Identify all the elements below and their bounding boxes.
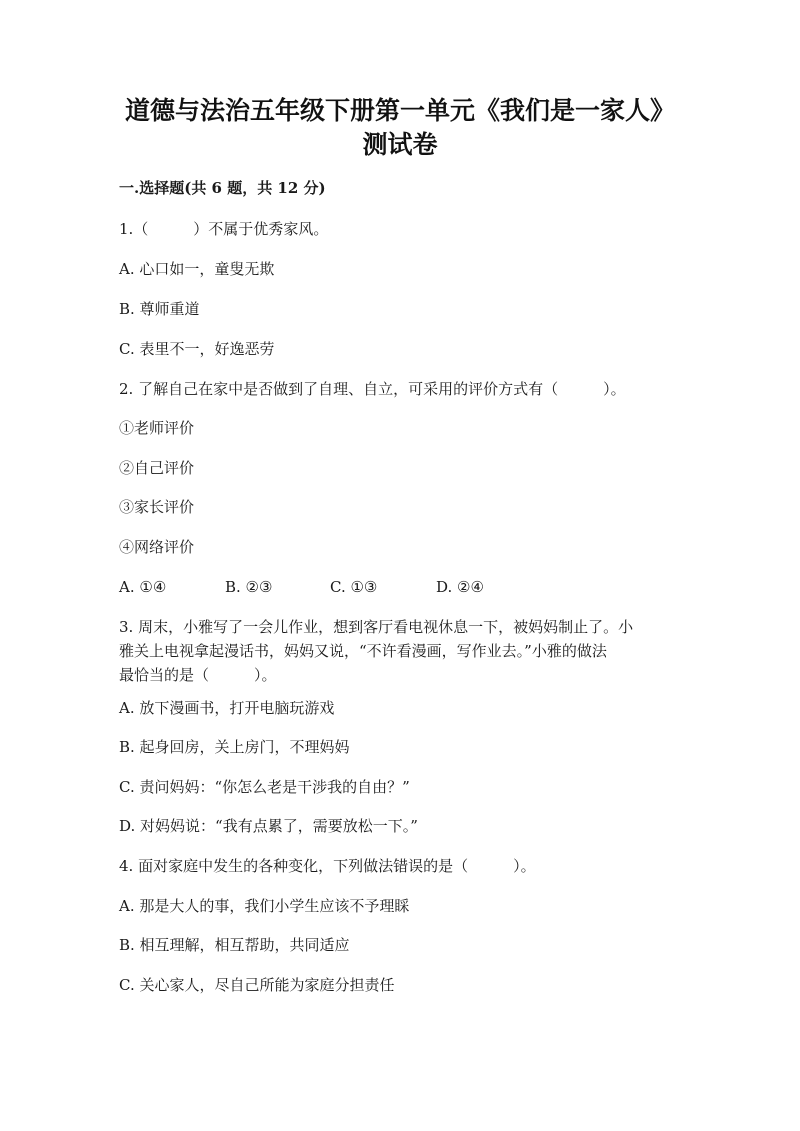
question-3-stem-line-2: 雅关上电视拿起漫话书，妈妈又说，“不许看漫画，写作业去。”小雅的做法	[119, 642, 607, 660]
question-3-option-c: C. 责问妈妈：“你怎么老是干涉我的自由？”	[119, 778, 410, 796]
question-2-statement-1: ①老师评价	[119, 419, 195, 437]
page-subtitle: 测试卷	[362, 130, 438, 159]
question-2-option-b: B. ②③	[225, 578, 273, 596]
question-2-option-d: D. ②④	[436, 578, 484, 596]
question-4-option-c: C. 关心家人，尽自己所能为家庭分担责任	[119, 976, 395, 994]
question-1-option-b: B. 尊师重道	[119, 300, 200, 318]
question-1-option-c: C. 表里不一，好逸恶劳	[119, 340, 275, 358]
question-3-option-d: D. 对妈妈说：“我有点累了，需要放松一下。”	[119, 817, 418, 835]
question-3-stem-line-1: 3. 周末，小雅写了一会儿作业，想到客厅看电视休息一下，被妈妈制止了。小	[119, 618, 634, 636]
question-2-statement-2: ②自己评价	[119, 459, 195, 477]
question-4-option-a: A. 那是大人的事，我们小学生应该不予理睬	[119, 897, 410, 915]
question-4-option-b: B. 相互理解，相互帮助，共同适应	[119, 936, 350, 954]
question-2-statement-3: ③家长评价	[119, 498, 195, 516]
question-3-stem-line-3: 最恰当的是（ ）。	[119, 666, 277, 684]
question-4-stem: 4. 面对家庭中发生的各种变化，下列做法错误的是（ ）。	[119, 857, 536, 875]
question-1-option-a: A. 心口如一，童叟无欺	[119, 260, 275, 278]
question-2-stem: 2. 了解自己在家中是否做到了自理、自立，可采用的评价方式有（ ）。	[119, 380, 626, 398]
section-heading: 一.选择题(共 6 题，共 12 分)	[119, 179, 326, 197]
question-2-option-c: C. ①③	[330, 578, 378, 596]
question-3-option-b: B. 起身回房，关上房门，不理妈妈	[119, 738, 350, 756]
question-1-stem: 1.（ ）不属于优秀家风。	[119, 220, 329, 238]
page-title: 道德与法治五年级下册第一单元《我们是一家人》	[124, 96, 675, 125]
question-2-option-a: A. ①④	[119, 578, 167, 596]
question-2-statement-4: ④网络评价	[119, 538, 195, 556]
question-3-option-a: A. 放下漫画书，打开电脑玩游戏	[119, 699, 335, 717]
